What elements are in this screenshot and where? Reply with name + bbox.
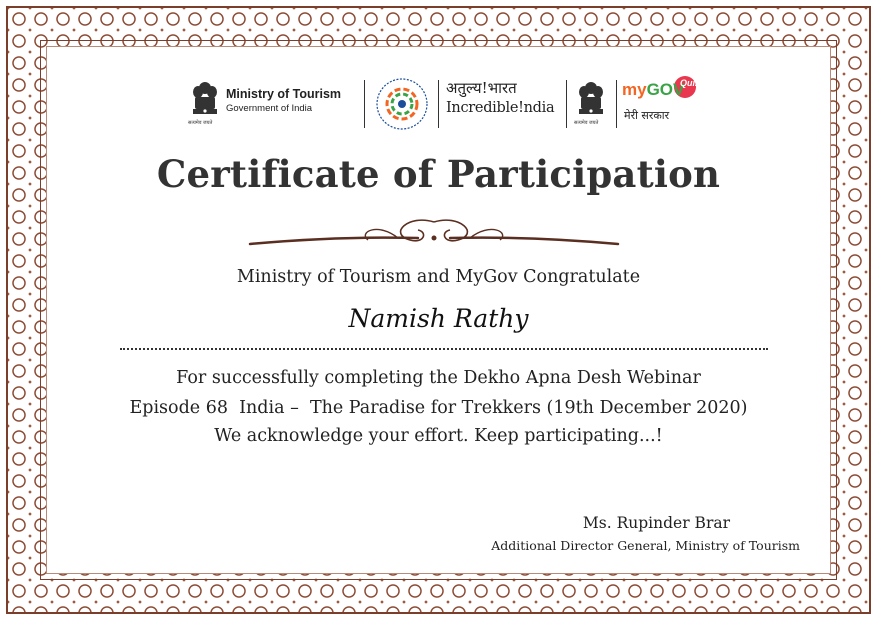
- emblem-motto: सत्यमेव जयते: [188, 120, 213, 126]
- signatory-name: Ms. Rupinder Brar: [582, 514, 730, 532]
- congratulation-line: Ministry of Tourism and MyGov Congratulate: [236, 267, 641, 287]
- name-underline: [120, 348, 768, 350]
- government-emblem-logo: [572, 76, 612, 132]
- ministry-title: Ministry of Tourism: [226, 87, 342, 101]
- logo-strip: [188, 76, 708, 132]
- national-emblem-icon: [192, 80, 218, 120]
- logo-divider: [616, 80, 617, 128]
- body-line-1: For successfully completing the Dekho Apna Desh Webinar: [176, 368, 701, 388]
- ministry-of-tourism-logo: [188, 76, 358, 132]
- incredible-india-english: Incredible!ndia: [446, 100, 555, 116]
- body-line-2: Episode 68 India – The Paradise for Trekkers (19th December 2020): [129, 398, 748, 418]
- flourish-ornament: [248, 214, 620, 254]
- logo-divider: [438, 80, 439, 128]
- logo-divider: [364, 80, 365, 128]
- quiz-label: Quiz: [680, 78, 700, 88]
- body-line-3: We acknowledge your effort. Keep participating...!: [214, 426, 663, 446]
- emblem-motto: सत्यमेव जयते: [574, 120, 599, 126]
- mygov-wordmark: myGOV: [622, 80, 685, 99]
- incredible-india-hindi: अतुल्य!भारत: [446, 79, 517, 97]
- logo-divider: [566, 80, 567, 128]
- ek-bharat-shreshtha-bharat-logo: [372, 76, 432, 132]
- mygov-hindi: मेरी सरकार: [624, 109, 670, 122]
- signatory-designation: Additional Director General, Ministry of Tourism: [491, 538, 800, 553]
- national-emblem-icon: [578, 80, 604, 120]
- ministry-subtitle: Government of India: [226, 103, 313, 114]
- certificate-title: Certificate of Participation: [156, 152, 721, 196]
- incredible-india-logo: [446, 76, 558, 132]
- mygov-logo: [622, 76, 708, 132]
- recipient-name: Namish Rathy: [348, 304, 529, 333]
